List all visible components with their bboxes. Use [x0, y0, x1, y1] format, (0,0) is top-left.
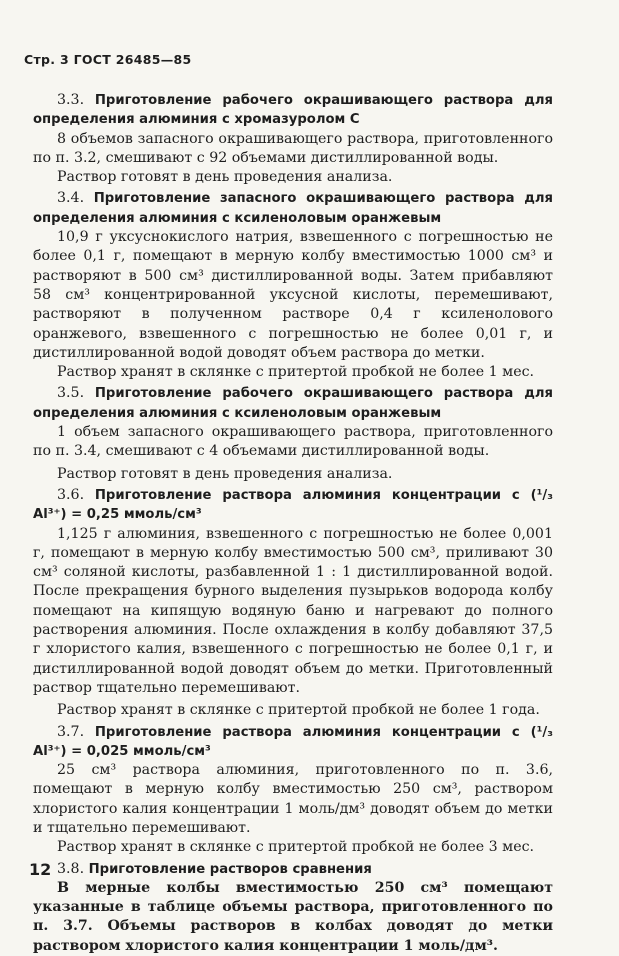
section-heading-3-5	[33, 384, 553, 423]
section-number: 3.8.	[57, 860, 85, 877]
section-heading-3-7	[33, 723, 553, 762]
section-heading-3-4	[33, 189, 553, 228]
section-number: 3.3.	[57, 92, 85, 108]
section-title: Приготовление рабочего окрашивающего раствора для определения алюминия с ксиленоловым оранжевым	[33, 386, 553, 421]
paragraph: 1 объем запасного окрашивающего раствора, приготовленного по п. 3.4, смешивают с 4 объемами дистиллированной воды.	[33, 424, 553, 460]
paragraph: В мерные колбы вместимостью 250 см³ помещают указанные в таблице объемы раствора, приготовленного по п. 3.7. Объемы растворов в колбах доводят до метки раствором хлористого калия концентрации 1 моль/дм³.	[33, 879, 553, 954]
section-number: 3.6.	[57, 486, 85, 503]
section-number: 3.4.	[57, 190, 85, 207]
section-number: 3.5.	[57, 385, 85, 402]
section-heading-3-3	[33, 91, 553, 130]
section-heading-3-6	[33, 486, 553, 525]
paragraph: 10,9 г уксуснокислого натрия, взвешенного с погрешностью не более 0,1 г, помещают в мерную колбу вместимостью 1000 см³ и растворяют в 500 см³ дистиллированной воды. Затем прибавляют 58 см³ концентрированной уксусной кислоты, перемешивают, растворяют в полученном растворе 0,4 г ксиленолового оранжевого, взвешенного с погрешностью не более 0,01 г, и дистиллированной водой доводят объем раствора до метки.	[33, 229, 553, 361]
section-title: Приготовление рабочего окрашивающего раствора для определения алюминия с хромазуролом С	[33, 93, 553, 128]
paragraph: Раствор готовят в день проведения анализа.	[57, 169, 393, 186]
section-number: 3.7.	[57, 723, 85, 740]
document-body	[33, 89, 553, 956]
section-title: Приготовление раствора алюминия концентрации с (¹/₃ Al³⁺) = 0,25 ммоль/см³	[33, 487, 554, 523]
section-title: Приготовление растворов сравнения	[88, 861, 372, 877]
paragraph: 25 см³ раствора алюминия, приготовленного по п. 3.6, помещают в мерную колбу вместимостью 250 см³, раствором хлористого калия концентрации 1 моль/дм³ доводят объем до метки и тщательно перемешивают.	[33, 762, 553, 836]
paragraph: 8 объемов запасного окрашивающего раствора, приготовленного по п. 3.2, смешивают с 92 объемами дистиллированной воды.	[33, 130, 553, 166]
paragraph: Раствор готовят в день проведения анализа.	[57, 465, 393, 482]
paragraph: Раствор хранят в склянке с притертой пробкой не более 1 мес.	[57, 364, 535, 381]
section-title: Приготовление запасного окрашивающего раствора для определения алюминия с ксиленоловым оранжевым	[33, 191, 553, 226]
section-heading-3-8	[33, 860, 553, 879]
page-header: Стр. 3 ГОСТ 26485—85	[24, 52, 192, 67]
paragraph: 1,125 г алюминия, взвешенного с погрешностью не более 0,001 г, помещают в мерную колбу вместимостью 500 см³, приливают 30 см³ соляной кислоты, разбавленной 1 : 1 дистиллированной водой. После прекращения бурного выделения пузырьков водорода колбу помещают на кипящую водяную баню и нагревают до полного растворения алюминия. После охлаждения в колбу добавляют 37,5 г хлористого калия, взвешенного с погрешностью не более 0,1 г, и дистиллированной водой доводят объем до метки. Приготовленный раствор тщательно перемешивают.	[33, 525, 553, 696]
paragraph: Раствор хранят в склянке с притертой пробкой не более 3 мес.	[57, 839, 535, 856]
section-title: Приготовление раствора алюминия концентрации с (¹/₃ Al³⁺) = 0,025 ммоль/см³	[33, 724, 554, 759]
paragraph: Раствор хранят в склянке с притертой пробкой не более 1 года.	[57, 702, 540, 719]
page-number: 12	[29, 860, 52, 879]
